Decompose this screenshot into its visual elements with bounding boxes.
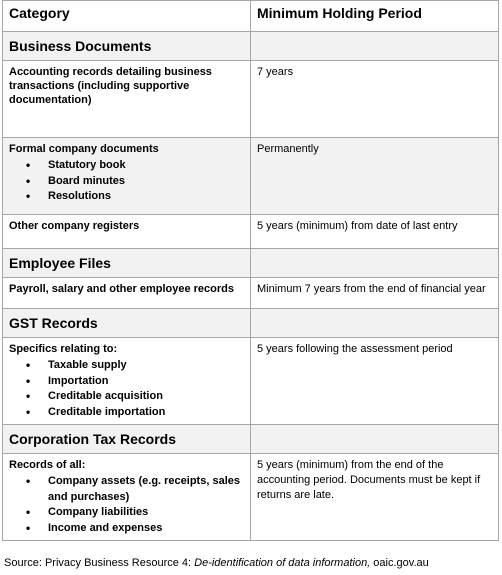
table-row (3, 61, 499, 138)
source-title: De-identification of data information, (194, 557, 371, 569)
section-title: Employee Files (3, 249, 251, 278)
category-list (9, 474, 244, 536)
table-row (3, 215, 499, 249)
list-item: • Board minutes (48, 174, 244, 190)
section-row (3, 425, 499, 454)
list-item: • Creditable importation (48, 405, 244, 421)
list-item: • Resolutions (48, 189, 244, 205)
source-prefix: Source: Privacy Business Resource 4: (4, 557, 195, 569)
list-item: • Company liabilities (48, 505, 244, 521)
category-cell (3, 138, 251, 215)
category-list (9, 358, 244, 420)
list-item: • Taxable supply (48, 358, 244, 374)
table-row (3, 454, 499, 541)
header-category: Category (3, 1, 251, 32)
list-item: • Importation (48, 374, 244, 390)
section-title: Business Documents (3, 32, 251, 61)
list-item: • Statutory book (48, 158, 244, 174)
category-text: Records of all: (9, 459, 86, 471)
header-period: Minimum Holding Period (251, 1, 499, 32)
category-text: Other company registers (9, 220, 140, 232)
table-header-row (3, 1, 499, 32)
category-cell (3, 454, 251, 541)
section-title-blank (251, 309, 499, 338)
source-note (4, 557, 429, 569)
section-title-blank (251, 32, 499, 61)
category-text: Accounting records detailing business transactions (including supportive documentation) (9, 66, 212, 106)
category-cell (3, 278, 251, 309)
period-cell: 7 years (251, 61, 499, 138)
table-row (3, 278, 499, 309)
category-list (9, 158, 244, 205)
category-text: Payroll, salary and other employee records (9, 283, 234, 295)
category-cell (3, 215, 251, 249)
period-cell: 5 years following the assessment period (251, 338, 499, 425)
category-text: Specifics relating to: (9, 343, 118, 355)
period-cell: 5 years (minimum) from date of last entry (251, 215, 499, 249)
source-suffix: oaic.gov.au (370, 557, 429, 569)
section-title: GST Records (3, 309, 251, 338)
section-title-blank (251, 249, 499, 278)
table-row (3, 338, 499, 425)
retention-table (2, 0, 499, 541)
section-row (3, 32, 499, 61)
period-cell: 5 years (minimum) from the end of the accounting period. Documents must be kept if returns are late. (251, 454, 499, 541)
section-title: Corporation Tax Records (3, 425, 251, 454)
category-cell (3, 61, 251, 138)
period-cell: Minimum 7 years from the end of financial year (251, 278, 499, 309)
category-text: Formal company documents (9, 143, 159, 155)
section-row (3, 309, 499, 338)
list-item: • Income and expenses (48, 521, 244, 537)
section-title-blank (251, 425, 499, 454)
category-cell (3, 338, 251, 425)
list-item: • Creditable acquisition (48, 389, 244, 405)
list-item: • Company assets (e.g. receipts, sales and purchases) (48, 474, 244, 505)
section-row (3, 249, 499, 278)
table-row (3, 138, 499, 215)
period-cell: Permanently (251, 138, 499, 215)
